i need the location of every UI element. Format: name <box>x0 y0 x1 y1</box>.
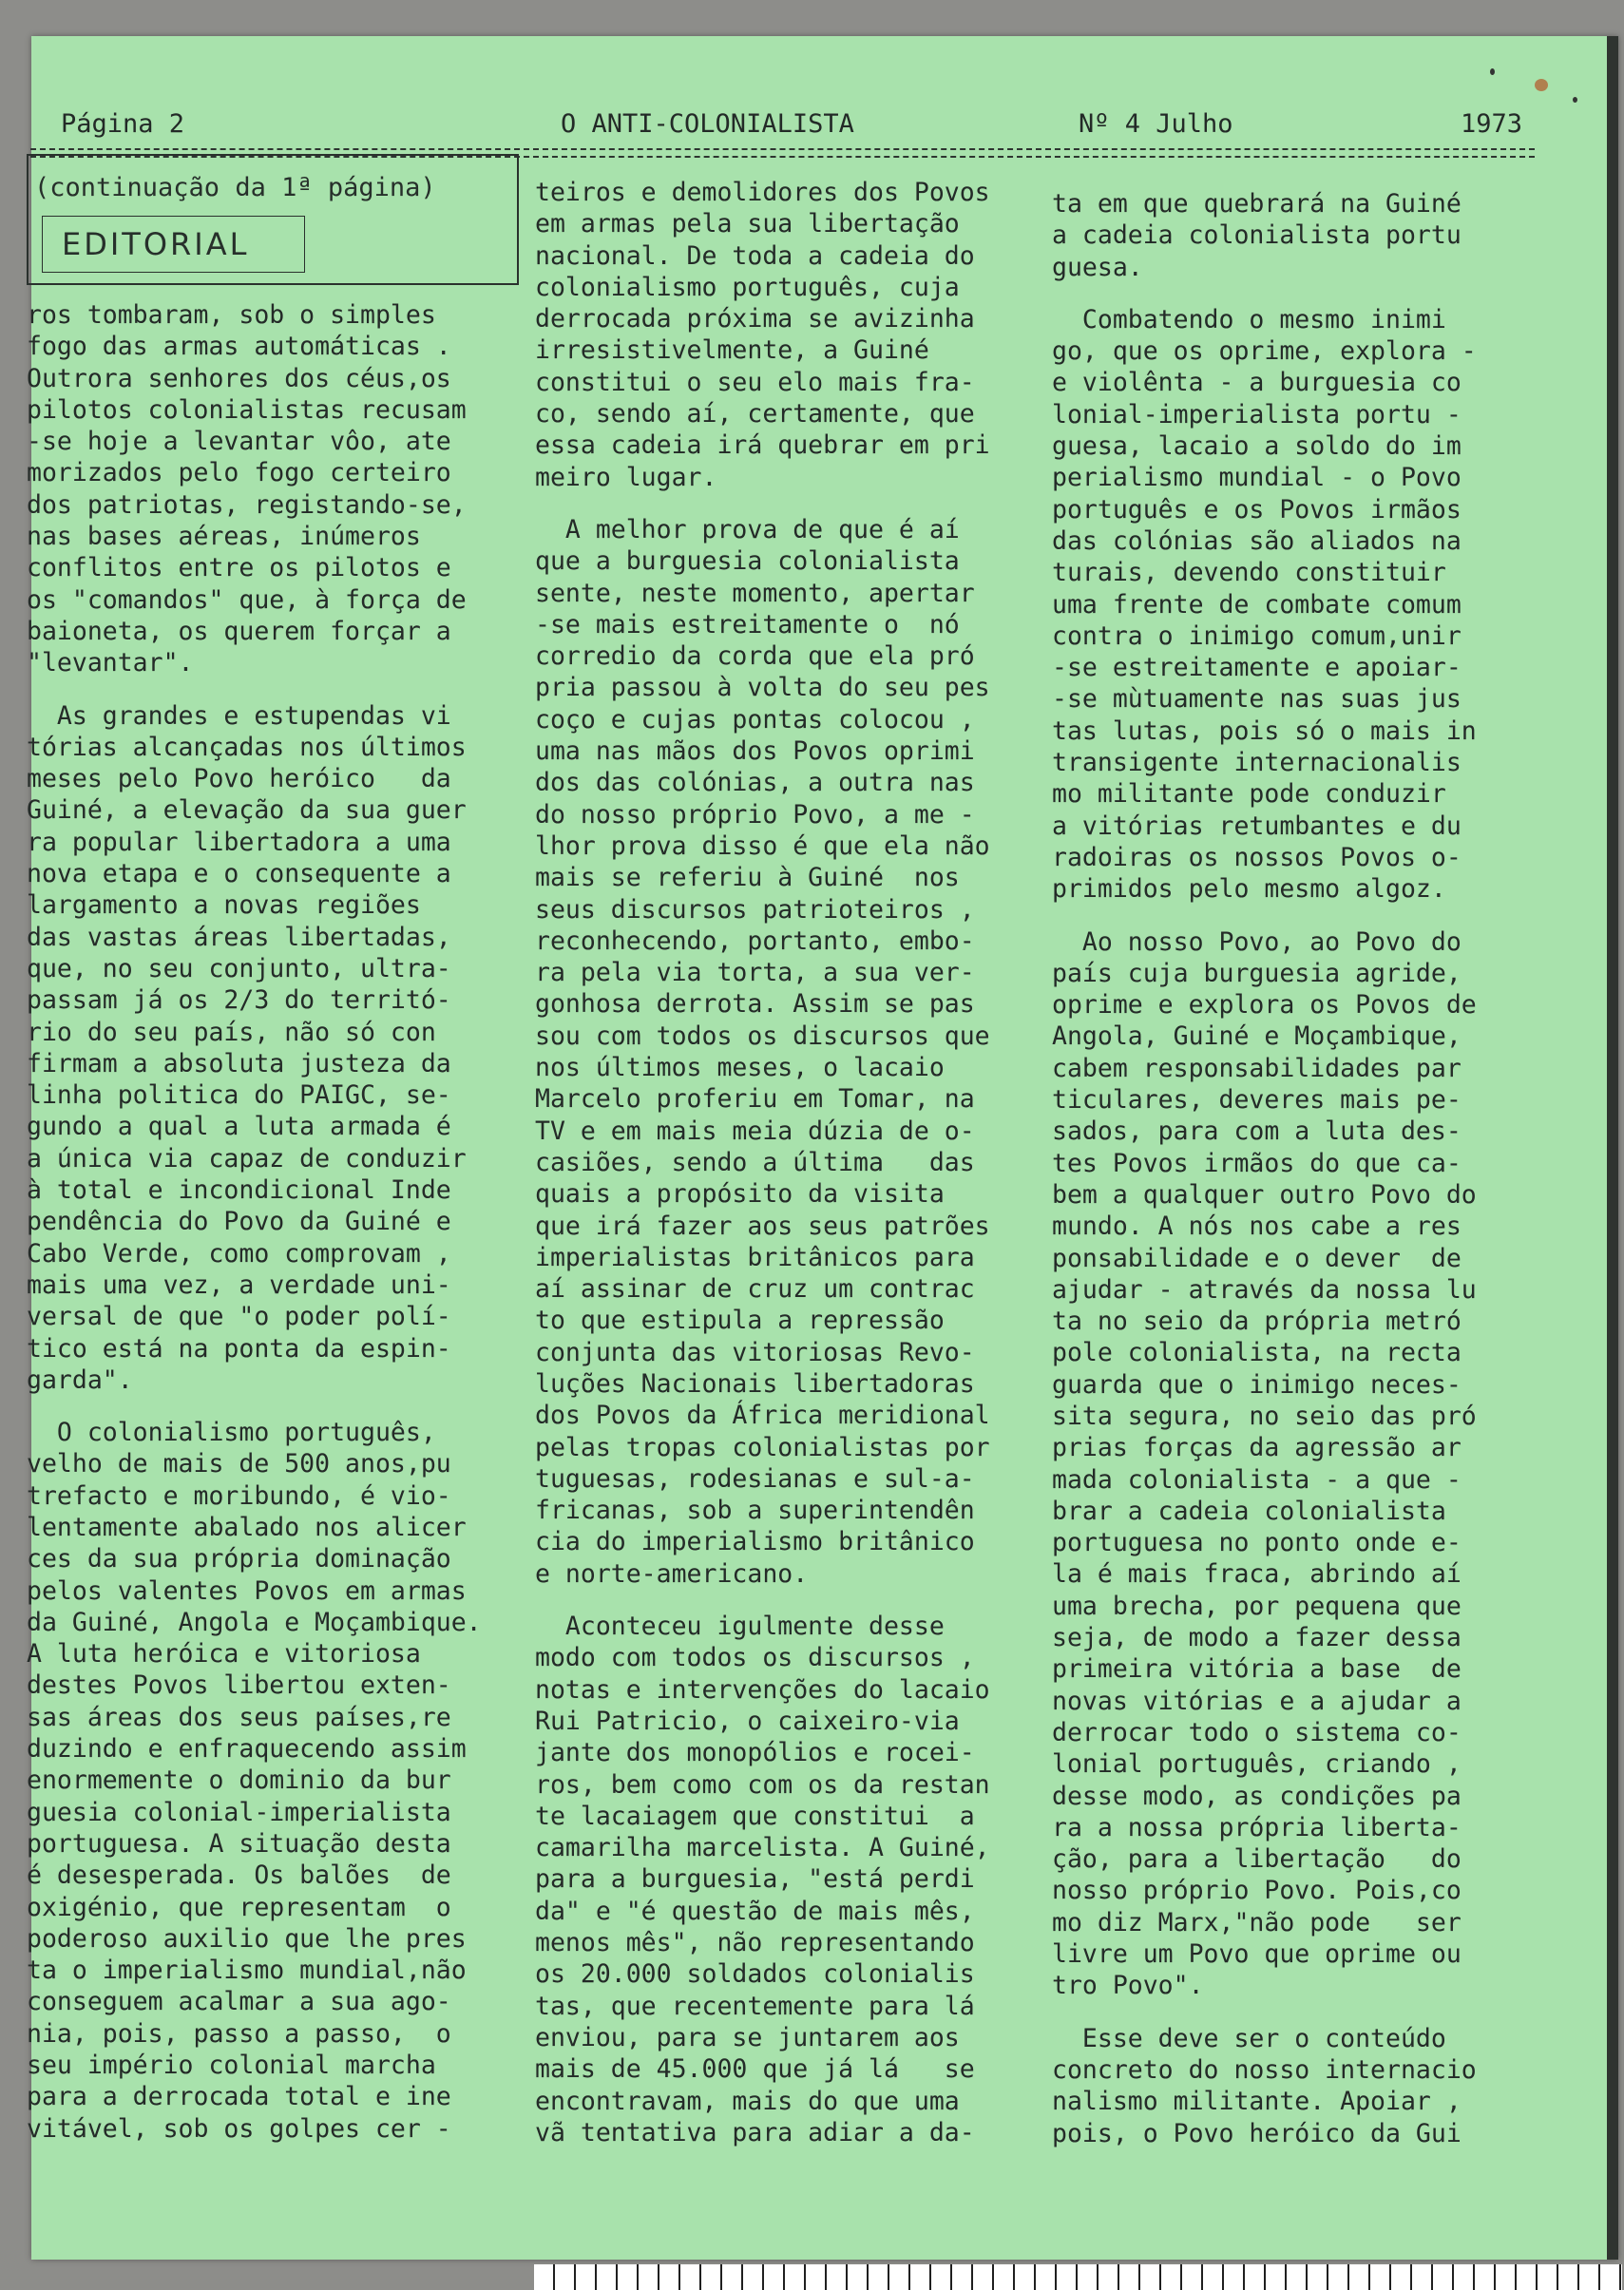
text-line: tes Povos irmãos do que ca- <box>1052 1148 1462 1178</box>
text-line: do nosso próprio Povo, a me - <box>535 799 975 830</box>
text-line: mais uma vez, a verdade uni- <box>27 1269 451 1300</box>
text-line: imperialistas britânicos para <box>535 1242 975 1272</box>
editorial-label-box <box>42 216 305 273</box>
text-line: uma brecha, por pequena que <box>1052 1591 1462 1621</box>
text-line: vã tentativa para adiar a da- <box>535 2117 975 2147</box>
paragraph-gap <box>535 493 1050 514</box>
text-line: ponsabilidade e o dever de <box>1052 1243 1462 1273</box>
text-line: ajudar - através da nossa lu <box>1052 1274 1477 1305</box>
text-line: O colonialismo português, <box>27 1418 436 1448</box>
text-line: concreto do nosso internacio <box>1052 2054 1477 2085</box>
text-line: das vastas áreas libertadas, <box>27 922 451 952</box>
text-line: luções Nacionais libertadoras <box>535 1368 975 1399</box>
text-line: nos últimos meses, o lacaio <box>535 1053 945 1083</box>
paragraph-gap <box>1052 906 1551 926</box>
text-line: corredio da corda que ela pró <box>535 641 975 672</box>
text-line: tico está na ponta da espin- <box>27 1333 451 1364</box>
text-line: radoiras os nossos Povos o- <box>1052 842 1462 872</box>
text-line: ta em que quebrará na Guiné <box>1052 189 1462 219</box>
text-line: rio do seu país, não só con <box>27 1017 436 1047</box>
text-column-3 <box>1052 188 1551 2149</box>
text-line: ra popular libertadora a uma <box>27 827 451 857</box>
text-line: portuguesa. A situação desta <box>27 1828 451 1859</box>
text-line: os "comandos" que, à força de <box>27 584 467 615</box>
text-line: os 20.000 soldados colonialis <box>535 1959 975 1990</box>
text-line: guesia colonial-imperialista <box>27 1797 451 1827</box>
text-line: baioneta, os querem forçar a <box>27 616 451 646</box>
text-line: mundo. A nós nos cabe a res <box>1052 1212 1462 1242</box>
text-line: tuguesas, rodesianas e sul-a- <box>535 1463 975 1494</box>
text-line: tas lutas, pois só o mais in <box>1052 716 1477 746</box>
text-line: e violênta - a burguesia co <box>1052 368 1462 398</box>
text-line: conflitos entre os pilotos e <box>27 553 451 583</box>
text-line: prias forças da agressão ar <box>1052 1433 1462 1463</box>
text-line: primidos pelo mesmo algoz. <box>1052 874 1446 905</box>
text-line: pois, o Povo heróico da Gui <box>1052 2118 1462 2148</box>
text-line: poderoso auxilio que lhe pres <box>27 1923 467 1954</box>
text-line: das colónias são aliados na <box>1052 525 1462 556</box>
editorial-box <box>27 154 519 285</box>
scale-ruler <box>534 2264 1622 2290</box>
publication-title: O ANTI-COLONIALISTA <box>561 109 854 139</box>
paragraph-gap <box>27 679 530 700</box>
text-line: mo diz Marx,"não pode ser <box>1052 1907 1462 1937</box>
paragraph-gap <box>535 1590 1050 1611</box>
text-line: à total e incondicional Inde <box>27 1175 451 1206</box>
text-line: tas, que recentemente para lá <box>535 1991 975 2021</box>
text-line: fogo das armas automáticas . <box>27 332 451 362</box>
text-line: que irá fazer aos seus patrões <box>535 1211 990 1241</box>
text-line: te lacaiagem que constitui a <box>535 1801 975 1831</box>
text-line: a única via capaz de conduzir <box>27 1143 467 1174</box>
text-line: garda". <box>27 1364 133 1395</box>
text-line: trefacto e moribundo, é vio- <box>27 1480 451 1511</box>
text-line: -se hoje a levantar vôo, ate <box>27 427 451 457</box>
text-line: meses pelo Povo heróico da <box>27 764 451 794</box>
text-column-1 <box>27 299 530 2145</box>
text-line: desse modo, as condições pa <box>1052 1781 1462 1811</box>
text-line: uma nas mãos dos Povos oprimi <box>535 736 975 767</box>
text-line: mais se referiu à Guiné nos <box>535 863 960 893</box>
text-line: conseguem acalmar a sua ago- <box>27 1987 451 2017</box>
text-line: guesa, lacaio a soldo do im <box>1052 431 1462 462</box>
text-line: ra a nossa própria liberta- <box>1052 1812 1462 1842</box>
text-line: reconhecendo, portanto, embo- <box>535 926 975 956</box>
text-line: lonial português, criando , <box>1052 1749 1462 1780</box>
text-line: gundo a qual a luta armada é <box>27 1112 451 1142</box>
text-line: para a derrocada total e ine <box>27 2082 451 2112</box>
text-line: menos mês", não representando <box>535 1928 975 1958</box>
text-line: constitui o seu elo mais fra- <box>535 367 975 397</box>
text-line: coço e cujas pontas colocou , <box>535 704 975 735</box>
text-line: camarilha marcelista. A Guiné, <box>535 1833 990 1863</box>
text-line: go, que os oprime, explora - <box>1052 336 1477 367</box>
text-line: a cadeia colonialista portu <box>1052 220 1462 251</box>
text-line: mais de 45.000 que já lá se <box>535 2054 975 2085</box>
text-line: sente, neste momento, apertar <box>535 578 975 608</box>
text-line: portuguesa no ponto onde e- <box>1052 1528 1462 1558</box>
ink-dot <box>1490 68 1495 75</box>
text-line: TV e em mais meia dúzia de o- <box>535 1116 975 1146</box>
text-line: mo militante pode conduzir <box>1052 779 1446 810</box>
text-line: fricanas, sob a superintendên <box>535 1496 975 1526</box>
text-line: casiões, sendo a última das <box>535 1147 975 1177</box>
text-line: Outrora senhores dos céus,os <box>27 363 451 393</box>
text-line: conjunta das vitoriosas Revo- <box>535 1337 975 1367</box>
text-line: A luta heróica e vitoriosa <box>27 1639 421 1670</box>
text-line: ces da sua própria dominação <box>27 1544 451 1574</box>
text-line: país cuja burguesia agride, <box>1052 958 1462 988</box>
text-line: contra o inimigo comum,unir <box>1052 620 1462 651</box>
text-line: Rui Patricio, o caixeiro-via <box>535 1706 960 1736</box>
paragraph-gap <box>1052 2002 1551 2023</box>
page-number: Página 2 <box>61 109 185 139</box>
text-line: versal de que "o poder polí- <box>27 1302 451 1332</box>
text-line: notas e intervenções do lacaio <box>535 1674 990 1705</box>
text-line: transigente internacionalis <box>1052 748 1462 778</box>
text-line: nas bases aéreas, inúmeros <box>27 522 421 552</box>
text-line: Marcelo proferiu em Tomar, na <box>535 1084 975 1115</box>
editorial-label: EDITORIAL <box>62 226 250 262</box>
text-line: velho de mais de 500 anos,pu <box>27 1449 451 1479</box>
text-line: pelos valentes Povos em armas <box>27 1575 467 1606</box>
text-line: essa cadeia irá quebrar em pri <box>535 430 990 461</box>
text-line: cabem responsabilidades par <box>1052 1053 1462 1083</box>
text-line: brar a cadeia colonialista <box>1052 1496 1446 1526</box>
paragraph-gap <box>27 1396 530 1417</box>
text-line: uma frente de combate comum <box>1052 589 1462 620</box>
text-line: pole colonialista, na recta <box>1052 1338 1462 1368</box>
text-line: ros tombaram, sob o simples <box>27 300 436 330</box>
text-line: co, sendo aí, certamente, que <box>535 399 975 429</box>
issue-year: 1973 <box>1461 109 1523 139</box>
text-line: A melhor prova de que é aí <box>535 514 960 544</box>
text-line: pria passou à volta do seu pes <box>535 673 990 703</box>
text-line: ticulares, deveres mais pe- <box>1052 1085 1462 1116</box>
text-line: ta o imperialismo mundial,não <box>27 1956 467 1986</box>
text-line: tórias alcançadas nos últimos <box>27 732 467 762</box>
text-line: perialismo mundial - o Povo <box>1052 463 1462 493</box>
text-line: vitável, sob os golpes cer - <box>27 2113 451 2144</box>
text-line: mada colonialista - a que - <box>1052 1464 1462 1495</box>
text-line: colonialismo português, cuja <box>535 272 960 302</box>
text-line: "levantar". <box>27 648 194 678</box>
text-line: seus discursos patrioteiros , <box>535 894 975 925</box>
text-line: aí assinar de cruz um contrac <box>535 1274 975 1305</box>
text-line: lentamente abalado nos alicer <box>27 1512 467 1542</box>
text-line: la é mais fraca, abrindo aí <box>1052 1559 1462 1590</box>
text-line: enormemente o dominio da bur <box>27 1765 451 1796</box>
text-line: seu império colonial marcha <box>27 2051 436 2081</box>
ink-dot <box>1573 97 1577 103</box>
text-line: a vitórias retumbantes e du <box>1052 811 1462 841</box>
text-line: Ao nosso Povo, ao Povo do <box>1052 926 1462 957</box>
text-line: turais, devendo constituir <box>1052 558 1446 588</box>
paragraph-gap <box>1052 283 1551 304</box>
text-line: to que estipula a repressão <box>535 1306 945 1336</box>
text-line: seja, de modo a fazer dessa <box>1052 1623 1462 1653</box>
text-line: português e os Povos irmãos <box>1052 494 1462 525</box>
text-line: linha politica do PAIGC, se- <box>27 1080 451 1111</box>
text-column-2 <box>535 177 1050 2148</box>
text-line: enviou, para se juntarem aos <box>535 2022 960 2052</box>
text-line: passam já os 2/3 do territó- <box>27 985 451 1016</box>
text-line: tro Povo". <box>1052 1971 1204 2001</box>
text-line: jante dos monopólios e rocei- <box>535 1738 975 1768</box>
text-line: nosso próprio Povo. Pois,co <box>1052 1876 1462 1906</box>
text-line: lhor prova disso é que ela não <box>535 830 990 861</box>
text-line: destes Povos libertou exten- <box>27 1670 451 1701</box>
text-line: pendência do Povo da Guiné e <box>27 1207 451 1237</box>
text-line: encontravam, mais do que uma <box>535 2086 960 2116</box>
text-line: firmam a absoluta justeza da <box>27 1048 451 1078</box>
text-line: teiros e demolidores dos Povos <box>535 178 990 207</box>
text-line: sou com todos os discursos que <box>535 1021 990 1051</box>
text-line: novas vitórias e a ajudar a <box>1052 1686 1462 1716</box>
text-line: quais a propósito da visita <box>535 1179 945 1210</box>
page-header <box>30 109 1532 147</box>
text-line: Esse deve ser o conteúdo <box>1052 2023 1446 2053</box>
text-line: gonhosa derrota. Assim se pas <box>535 989 975 1020</box>
text-line: ros, bem como com os da restan <box>535 1769 990 1800</box>
text-line: Angola, Guiné e Moçambique, <box>1052 1021 1462 1052</box>
text-line: derrocada próxima se avizinha <box>535 304 975 334</box>
text-line: que, no seu conjunto, ultra- <box>27 953 451 983</box>
text-line: ra pela via torta, a sua ver- <box>535 958 975 988</box>
text-line: é desesperada. Os balões de <box>27 1861 451 1891</box>
text-line: guesa. <box>1052 252 1143 282</box>
text-line: pilotos colonialistas recusam <box>27 394 467 425</box>
text-line: nia, pois, passo a passo, o <box>27 2018 451 2049</box>
text-line: -se estreitamente e apoiar- <box>1052 653 1462 683</box>
text-line: bem a qualquer outro Povo do <box>1052 1179 1477 1210</box>
text-line: sita segura, no seio das pró <box>1052 1401 1477 1431</box>
text-line: primeira vitória a base de <box>1052 1654 1462 1685</box>
text-line: nalismo militante. Apoiar , <box>1052 2087 1462 2117</box>
text-line: nacional. De toda a cadeia do <box>535 240 975 271</box>
text-line: dos Povos da África meridional <box>535 1401 990 1431</box>
text-line: dos das colónias, a outra nas <box>535 768 975 798</box>
text-line: Cabo Verde, como comprovam , <box>27 1238 451 1269</box>
text-line: Combatendo o mesmo inimi <box>1052 304 1446 334</box>
text-line: modo com todos os discursos , <box>535 1643 975 1673</box>
text-line: da Guiné, Angola e Moçambique. <box>27 1607 482 1637</box>
text-line: oxigénio, que representam o <box>27 1892 451 1922</box>
text-line: e norte-americano. <box>535 1558 809 1589</box>
text-line: -se mais estreitamente o nó <box>535 609 960 639</box>
page-edge-shadow <box>1607 36 1618 2260</box>
text-line: lonial-imperialista portu - <box>1052 399 1462 429</box>
text-line: guarda que o inimigo neces- <box>1052 1369 1462 1400</box>
text-line: -se mùtuamente nas suas jus <box>1052 684 1462 715</box>
continuation-note: (continuação da 1ª página) <box>34 173 436 202</box>
issue-info: Nº 4 Julho <box>1079 109 1233 139</box>
text-line: As grandes e estupendas vi <box>27 700 451 731</box>
text-line: irresistivelmente, a Guiné <box>535 335 929 366</box>
text-line: duzindo e enfraquecendo assim <box>27 1734 467 1765</box>
ink-spot <box>1535 79 1548 91</box>
text-line: meiro lugar. <box>535 462 717 492</box>
text-line: sados, para com a luta des- <box>1052 1116 1462 1147</box>
text-line: sas áreas dos seus países,re <box>27 1702 451 1732</box>
text-line: para a burguesia, "está perdi <box>535 1864 975 1895</box>
text-line: pelas tropas colonialistas por <box>535 1432 990 1462</box>
text-line: largamento a novas regiões <box>27 890 421 921</box>
text-line: Guiné, a elevação da sua guer <box>27 795 467 826</box>
text-line: Aconteceu igulmente desse <box>535 1612 945 1642</box>
text-line: ta no seio da própria metró <box>1052 1307 1462 1337</box>
text-line: derrocar todo o sistema co- <box>1052 1717 1462 1747</box>
text-line: oprime e explora os Povos de <box>1052 990 1477 1021</box>
text-line: cia do imperialismo britânico <box>535 1527 975 1557</box>
text-line: livre um Povo que oprime ou <box>1052 1939 1462 1970</box>
text-line: ção, para a libertação do <box>1052 1844 1462 1875</box>
text-line: que a burguesia colonialista <box>535 546 960 577</box>
text-line: nova etapa e o consequente a <box>27 859 451 889</box>
text-line: morizados pelo fogo certeiro <box>27 458 451 488</box>
text-line: dos patriotas, registando-se, <box>27 489 467 520</box>
text-line: em armas pela sua libertação <box>535 209 960 239</box>
text-line: da" e "é questão de mais mês, <box>535 1896 975 1926</box>
